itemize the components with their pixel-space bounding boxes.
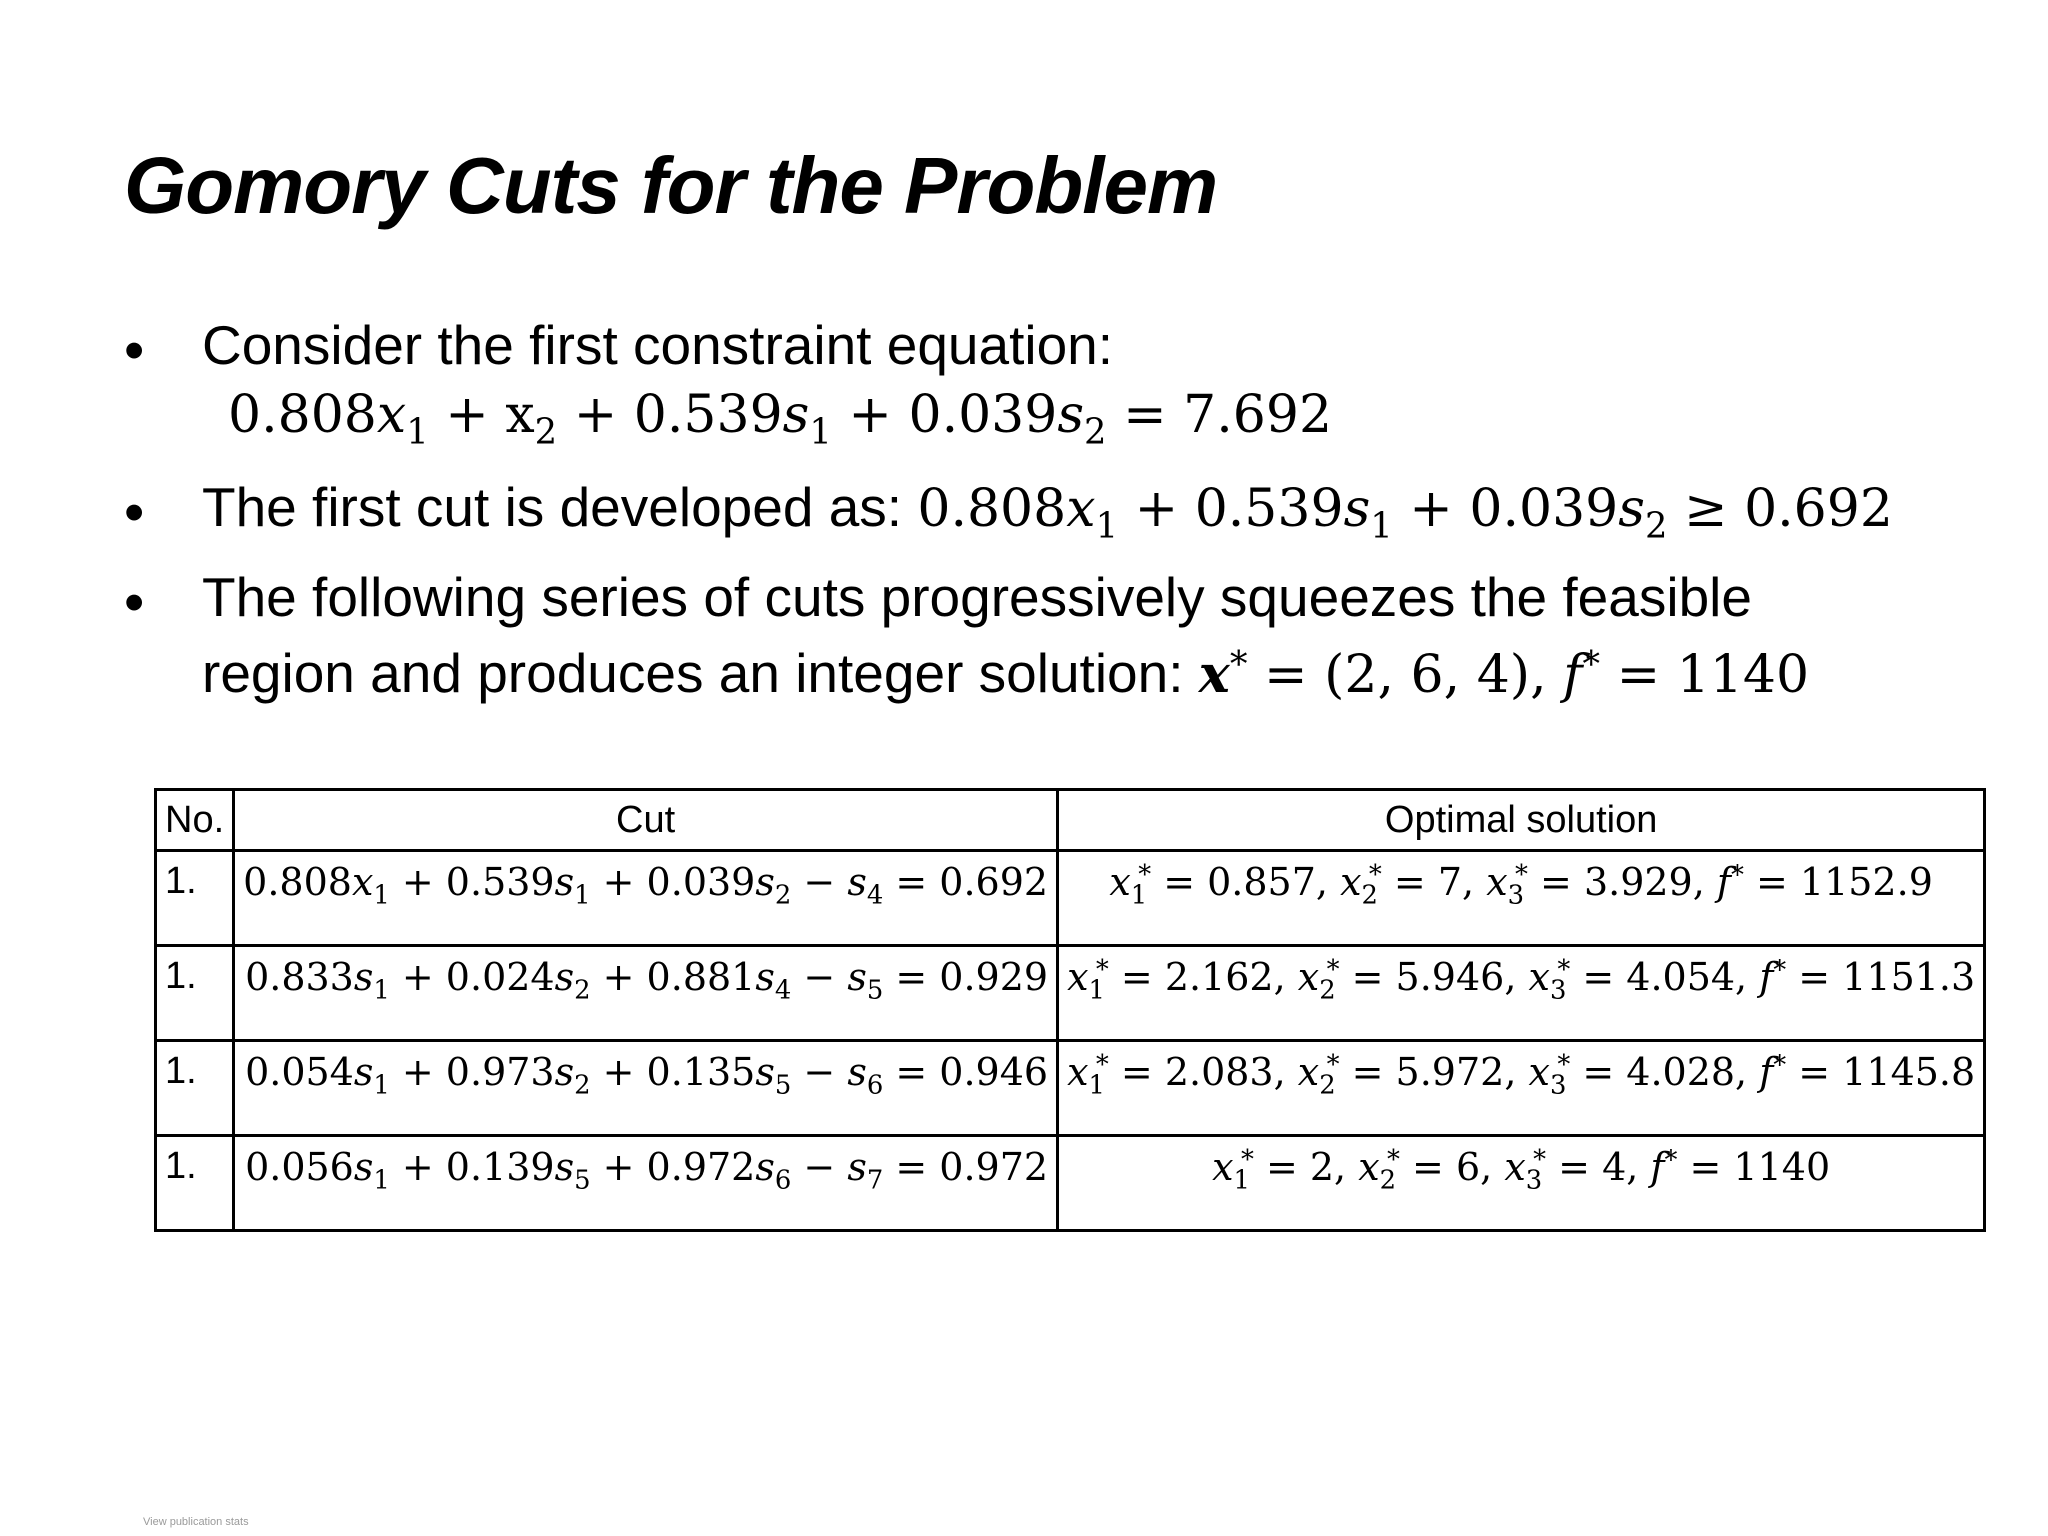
table-row [156,946,1985,1041]
row-number: 1. [156,946,234,1041]
slide-title: Gomory Cuts for the Problem [124,141,1218,230]
header-optimal-solution: Optimal solution [1058,790,1985,851]
view-publication-stats-link[interactable]: View publication stats [143,1516,249,1528]
row-number: 1. [156,1041,234,1136]
optimal-solution: $x_1^* = 2.162$, $x_2^* = 5.946$, $x_3^* = 4.054$, f* = 1151.3 [1058,946,1985,1041]
optimal-solution: $x_1^* = 2$, $x_2^* = 6$, $x_3^* = 4$, f* = 1140 [1058,1136,1985,1231]
table-row [156,851,1985,946]
optimal-solution: $x_1^* = 0.857$, $x_2^* = 7$, $x_3^* = 3.929$, f* = 1152.9 [1058,851,1985,946]
bullet-text-1: Consider the first constraint equation: [202,314,1114,376]
cuts-table [154,788,1986,1232]
header-cut: Cut [234,790,1058,851]
cut-expression: $0.808x_1 + 0.539s_1 + 0.039s_2 - s_4 = 0.692$ [234,851,1058,946]
bullet-text-4: region and produces an integer solution: [202,642,1184,704]
table-row [156,1136,1985,1231]
first-cut-expression: $0.808x_1 + 0.539s_1 + 0.039s_2 \ge 0.692$ [917,479,1893,547]
bullet-dot: • [124,480,145,545]
bullet-dot: • [124,318,145,383]
bullet-item-3-cont [202,640,1809,706]
integer-solution-expression: x* = (2, 6, 4), f* = 1140 [1198,644,1810,705]
cut-expression: $0.833s_1 + 0.024s_2 + 0.881s_4 - s_5 = 0.929$ [234,946,1058,1041]
table-header-row [156,790,1985,851]
cut-expression: $0.054s_1 + 0.973s_2 + 0.135s_5 - s_6 = 0.946$ [234,1041,1058,1136]
table-row [156,1041,1985,1136]
optimal-solution: $x_1^* = 2.083$, $x_2^* = 5.972$, $x_3^* = 4.028$, f* = 1145.8 [1058,1041,1985,1136]
bullet-dot: • [124,570,145,635]
row-number: 1. [156,1136,234,1231]
constraint-equation: $0.808x_1 + x_2 + 0.539s_1 + 0.039s_2 = 7.692$ [228,385,1333,453]
bullet-text-3: The following series of cuts progressively squeezes the feasible [202,566,1752,628]
bullet-text-2: The first cut is developed as: [202,476,903,538]
cut-expression: $0.056s_1 + 0.139s_5 + 0.972s_6 - s_7 = 0.972$ [234,1136,1058,1231]
row-number: 1. [156,851,234,946]
header-no: No. [156,790,234,851]
bullet-item-2 [202,474,1893,548]
